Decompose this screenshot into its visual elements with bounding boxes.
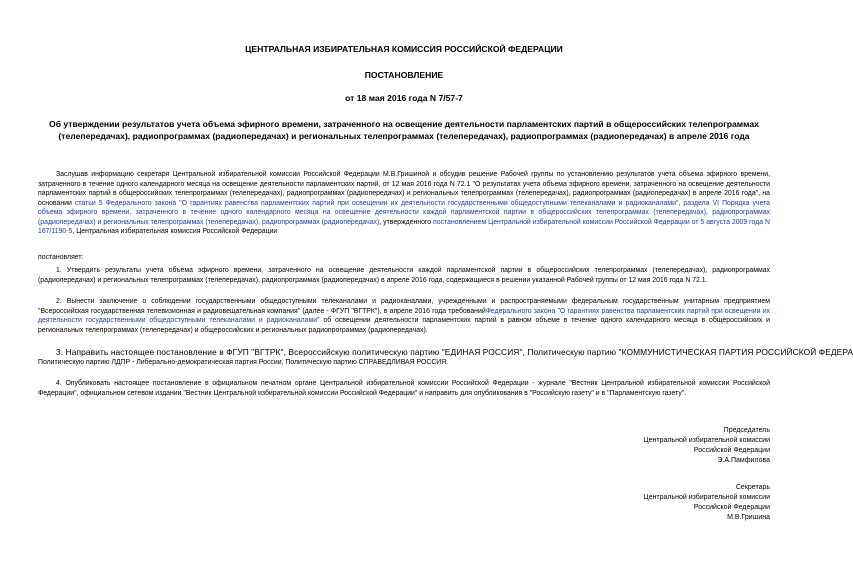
preamble-text-c: , Центральная избирательная комиссия Российской Федерации (72, 228, 278, 235)
secretary-role: Секретарь (735, 484, 770, 491)
item-3-line-2: Политическую партию ЛДПР - Либерально-демократическая партия России, Политическую партию СПРАВЕДЛИВАЯ РОССИЯ. (38, 358, 449, 366)
secretary-name: М.В.Гришина (727, 514, 770, 521)
preamble-text-a: Заслушав информацию секретаря Центральной избирательной комиссии Российской Федерации М.В.Гришиной и обсудив решение Рабочей группы по установлению результатов учета объема эфирного времени, затраченного в течение одного календарного месяца на освещение деятельности парламентских партий, от 12 мая 2016 года N 72.1 "О результатах учета объема эфирного времени, затраченного на освещение деятельности парламентских партий в общероссийских телепрограммах (телепередачах), радиопрограммах (радиопередачах) и региональных телепрограммах (телепередачах), радиопрограммах (радиопередачах) в апреле 2016 года", на основании (38, 171, 770, 207)
item-3-paragraph (38, 347, 853, 367)
chairman-org-line-1: Центральной избирательной комиссии (643, 437, 770, 444)
decides-label: постановляет: (38, 254, 84, 261)
preamble-text-b: , утвержденного (379, 218, 434, 226)
secretary-org-line-1: Центральной избирательной комиссии (643, 494, 770, 501)
document-type-heading: ПОСТАНОВЛЕНИЕ (364, 70, 444, 80)
item-2-paragraph (38, 297, 770, 335)
resolution-link[interactable]: постановлением Центральной избирательной комиссии Российской Федерации от 5 августа 2009 года N 167/1190-5 (38, 218, 770, 235)
item-2-text-a: 2. Вынести заключение о соблюдении государственными общедоступными телеканалами и радиоканалами, учрежденными и распространяемыми федеральным государственным унитарным предприятием "Всероссийская государственная телевизионная и радиовещательная компания" (далее - ФГУП "ВГТРК"), в апреле 2016 года требований (38, 298, 770, 315)
chairman-role: Председатель (723, 427, 770, 434)
item-4-paragraph: 4. Опубликовать настоящее постановление в официальном печатном органе Центральной избирательной комиссии Российской Федерации - журнале "Вестник Центральной избирательной комиссии Российской Федерации", официальном сетевом издании "Вестник Центральной избирательной комиссии Российской Федерации" и направить для опубликования в "Российскую газету" и в "Парламентскую газету". (38, 380, 770, 397)
issuer-heading: ЦЕНТРАЛЬНАЯ ИЗБИРАТЕЛЬНАЯ КОМИССИЯ РОССИЙСКОЙ ФЕДЕРАЦИИ (245, 44, 563, 54)
chairman-name: Э.А.Памфилова (717, 457, 770, 464)
secretary-signature-block (643, 483, 770, 523)
secretary-org-line-2: Российской Федерации (693, 504, 770, 511)
item-1-paragraph: 1. Утвердить результаты учета объема эфирного времени, затраченного на освещение деятельности каждой парламентской партии в общероссийских телепрограммах (телепередачах), радиопрограммах (радиопередачах) и региональных телепрограммах (телепередачах), радиопрограммах (радиопередачах) в апреле 2016 года, содержащиеся в решении указанной Рабочей группы от 12 мая 2016 года N 72.1. (38, 267, 770, 284)
law-article-link[interactable]: статьи 5 Федерального закона "О гарантиях равенства парламентских партий при освещении их деятельности государственными общедоступными телеканалами и радиоканалами", раздела VI Порядка учета объема эфирного времени, затраченного в течение одного календарного месяца на освещение деятельности каждой парламентской партии в общероссийских телепрограммах (телепередачах), радиопрограммах (радиопередачах) и региональных телепрограммах (телепередачах), радиопрограммах (радиопередачах) (38, 199, 770, 226)
document-date-number: от 18 мая 2016 года N 7/57-7 (345, 93, 463, 103)
item-2-text-b: об освещении деятельности парламентских партий в равном объеме в течение одного календарного месяца в общероссийских и региональных телепрограммах (телепередачах) и общероссийских и региональных радиопрограммах (радиопередачах). (38, 317, 770, 334)
preamble-paragraph (38, 170, 770, 237)
item-3-line-1: 3. Направить настоящее постановление в ФГУП "ВГТРК", Всероссийскую политическую партию "ЕДИНАЯ РОССИЯ", Политическую партию "КОММУНИСТИЧЕСКАЯ ПАРТИЯ РОССИЙСКОЙ ФЕДЕРА (56, 347, 853, 357)
chairman-signature-block (643, 426, 770, 466)
document-title: Об утверждении результатов учета объема эфирного времени, затраченного на освещение деятельности парламентских партий в общероссийских телепрограммах (телепередачах), радиопрограммах (радиопередачах) и региональных телепрограммах (телепередачах), радиопрограммах (радиопередачах) в апреле 2016 года (49, 119, 759, 141)
chairman-org-line-2: Российской Федерации (693, 447, 770, 454)
federal-law-link[interactable]: Федерального закона "О гарантиях равенства парламентских партий при освещении их деятельности государственными общедоступными телеканалами и радиоканалами" (38, 307, 770, 324)
